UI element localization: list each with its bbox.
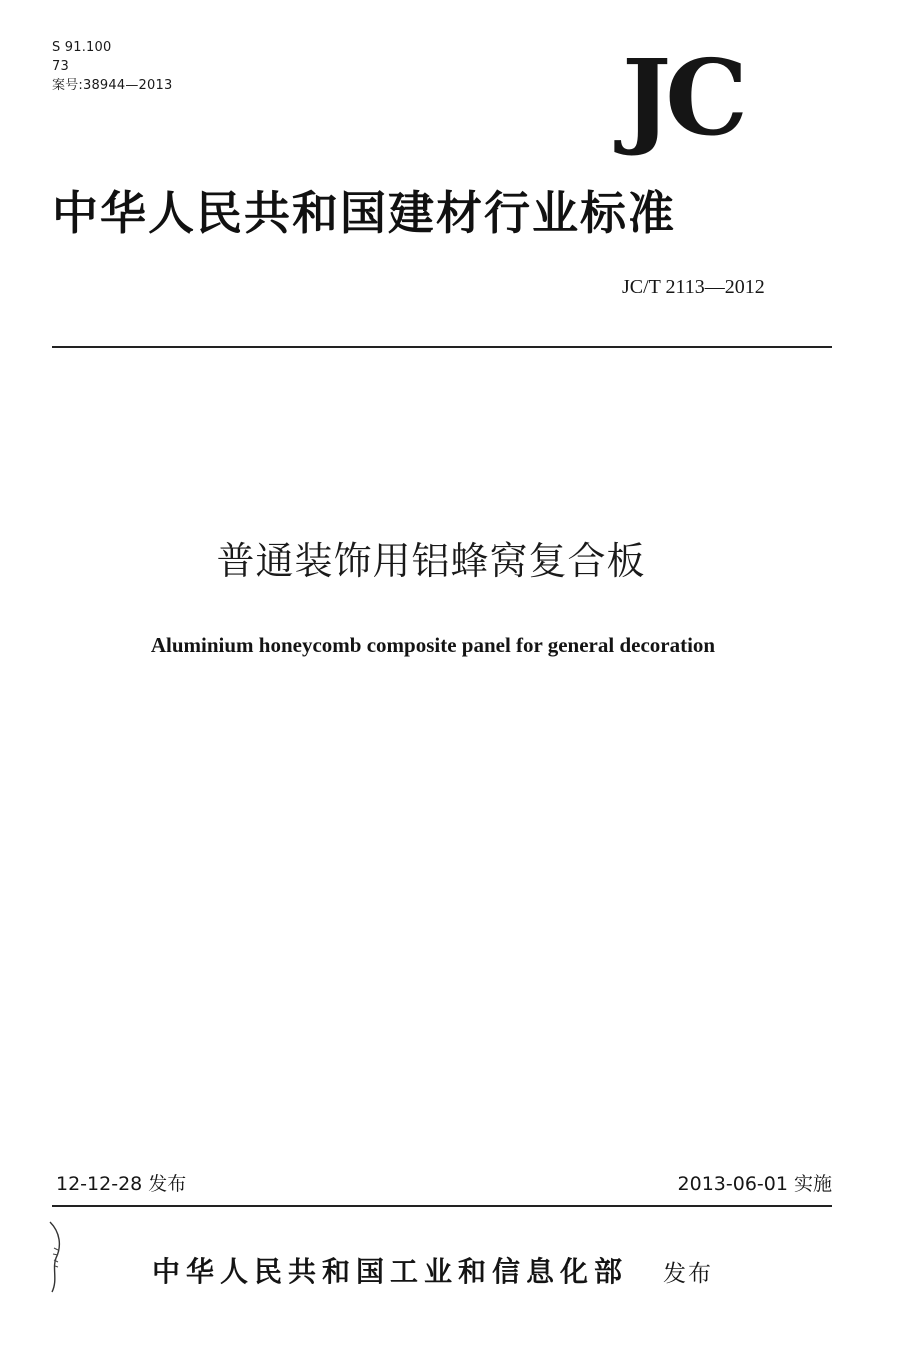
standard-number: JC/T 2113—2012 — [622, 276, 765, 298]
implementation-date: 2013-06-01 实施 — [677, 1173, 832, 1195]
ics-code: S 91.100 — [52, 40, 112, 55]
classification-block — [52, 38, 172, 95]
bottom-divider — [52, 1205, 832, 1207]
issue-date: 12-12-28 发布 — [56, 1173, 187, 1195]
category-code: 73 — [52, 59, 69, 74]
jc-logo: JC — [622, 36, 742, 159]
document-title-english: Aluminium honeycomb composite panel for general decoration — [150, 633, 716, 657]
filing-number: 案号:38944—2013 — [52, 78, 173, 93]
document-title-chinese: 普通装饰用铝蜂窝复合板 — [216, 539, 646, 583]
publisher-action: 发布 — [663, 1261, 713, 1287]
publisher-name: 中华人民共和国工业和信息化部 — [152, 1255, 629, 1288]
industry-standard-title: 中华人民共和国建材行业标准 — [52, 186, 676, 240]
top-divider — [52, 346, 832, 348]
edge-stamp-mark — [42, 1218, 68, 1296]
